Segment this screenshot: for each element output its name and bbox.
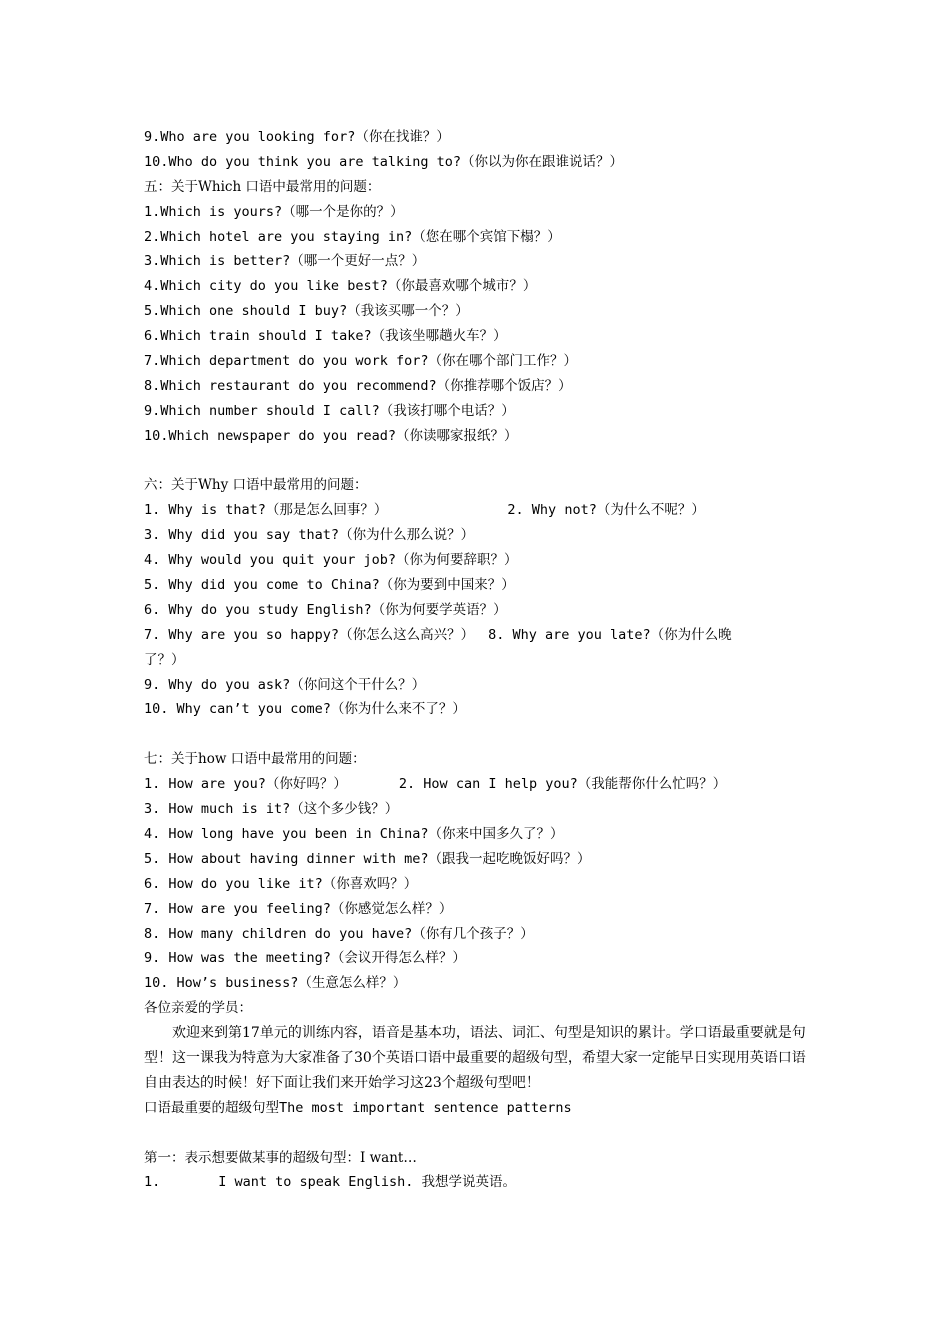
list-number: 1. <box>144 1174 161 1191</box>
list-item: 10. Why can’t you come?（你为什么来不了？） <box>144 701 466 718</box>
list-item: 7.Which department do you work for?（你在哪个部门工作？） <box>144 353 577 370</box>
list-item: 9.Which number should I call?（我该打哪个电话？） <box>144 402 515 419</box>
spacer <box>144 449 824 474</box>
list-row <box>144 1170 824 1195</box>
list-item: I want to speak English. 我想学说英语。 <box>218 1174 516 1191</box>
list-row <box>144 772 824 797</box>
list-item: 4.Which city do you like best?（你最喜欢哪个城市？） <box>144 278 537 295</box>
list-item: 6. How do you like it?（你喜欢吗？） <box>144 875 418 892</box>
list-item: 8. How many children do you have?（你有几个孩子？） <box>144 925 534 942</box>
section-heading-which: 五：关于Which 口语中最常用的问题： <box>144 178 381 195</box>
section-heading-how: 七：关于how 口语中最常用的问题： <box>144 751 366 768</box>
list-item: 4. How long have you been in China?（你来中国多久了？） <box>144 825 564 842</box>
list-item: 10.Who do you think you are talking to?（你以为你在跟谁说话？） <box>144 153 623 170</box>
document-page <box>144 125 824 1195</box>
list-item: 9. Why do you ask?（你问这个干什么？） <box>144 676 426 693</box>
list-item: 10.Which newspaper do you read?（你读哪家报纸？） <box>144 427 518 444</box>
list-item: 5. How about having dinner with me?（跟我一起吃晚饭好吗？） <box>144 850 591 867</box>
list-item: 10. How’s business?（生意怎么样？） <box>144 975 407 992</box>
greeting: 各位亲爱的学员： <box>144 1000 252 1017</box>
list-item: 3. Why did you say that?（你为什么那么说？） <box>144 527 475 544</box>
list-item: 3. How much is it?（这个多少钱？） <box>144 801 399 818</box>
list-row <box>144 498 824 523</box>
list-item: 5.Which one should I buy?（我该买哪一个？） <box>144 303 469 320</box>
list-item: 9.Who are you looking for?（你在找谁？） <box>144 129 450 145</box>
list-item: 1.Which is yours?（哪一个是你的？） <box>144 203 404 220</box>
list-item: 7. Why are you so happy?（你怎么这么高兴？） <box>144 626 475 643</box>
spacer <box>144 722 824 747</box>
list-item-continuation: 了？） <box>144 651 185 668</box>
list-item: 1. How are you?（你好吗？） <box>144 776 347 793</box>
list-item: 8.Which restaurant do you recommend?（你推荐哪个饭店？） <box>144 377 572 394</box>
list-item: 6. Why do you study English?（你为何要学英语？） <box>144 601 507 618</box>
list-item: 5. Why did you come to China?（你为要到中国来？） <box>144 577 515 594</box>
list-item: 4. Why would you quit your job?（你为何要辞职？） <box>144 552 518 569</box>
patterns-heading: 口语最重要的超级句型The most important sentence patterns <box>144 1099 572 1116</box>
list-item: 2. Why not?（为什么不呢？） <box>507 502 705 519</box>
list-item: 7. How are you feeling?（你感觉怎么样？） <box>144 900 453 917</box>
spacer <box>144 1121 824 1146</box>
list-item: 1. Why is that?（那是怎么回事？） <box>144 502 388 519</box>
intro-paragraph: 欢迎来到第17单元的训练内容，语音是基本功，语法、词汇、句型是知识的累计。学口语最重要就是句型！这一课我为特意为大家准备了30个英语口语中最重要的超级句型，希望大家一定能早日实现用英语口语自由表达的时候！好下面让我们来开始学习这23个超级句型吧！ <box>144 1025 806 1091</box>
list-item: 6.Which train should I take?（我该坐哪趟火车？） <box>144 328 507 345</box>
list-row <box>144 623 824 648</box>
pattern-heading: 第一：表示想要做某事的超级句型：I want… <box>144 1149 417 1166</box>
list-item: 2.Which hotel are you staying in?（您在哪个宾馆下榻？） <box>144 228 561 245</box>
list-item: 9. How was the meeting?（会议开得怎么样？） <box>144 950 466 967</box>
list-item: 3.Which is better?（哪一个更好一点？） <box>144 253 426 270</box>
list-item: 8. Why are you late?（你为什么晚 <box>488 626 732 643</box>
list-item: 2. How can I help you?（我能帮你什么忙吗？） <box>398 776 727 793</box>
section-heading-why: 六：关于Why 口语中最常用的问题： <box>144 477 368 494</box>
